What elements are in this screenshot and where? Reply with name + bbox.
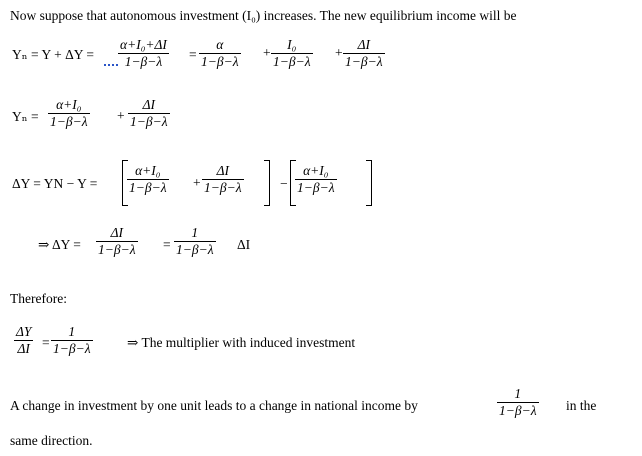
eq1-frac1-num: α+I₀+ΔI bbox=[120, 37, 167, 52]
eq2-frac2-den: 1−β−λ bbox=[130, 113, 168, 129]
eq1-equals: = bbox=[189, 47, 197, 62]
eq4-tail: ΔI bbox=[237, 237, 251, 252]
eq3-bracket-close-2 bbox=[366, 160, 372, 206]
eq2-plus: + bbox=[117, 108, 125, 123]
eq1-lhs: Yₙ = Y + ΔY = bbox=[12, 47, 94, 62]
eq2-frac1-num: α+I₀ bbox=[56, 97, 82, 112]
eq4-lhs: ⇒ ΔY = bbox=[38, 237, 81, 252]
eq4-frac2-num: 1 bbox=[191, 225, 199, 240]
eq1-fraction-1 bbox=[118, 37, 169, 69]
eq3-frac2-num: ΔI bbox=[216, 163, 229, 178]
eq3-fraction-3 bbox=[295, 163, 337, 195]
eq1-frac4-den: 1−β−λ bbox=[345, 53, 383, 69]
eq5-fraction-2 bbox=[51, 324, 93, 356]
eq3-fraction-1 bbox=[127, 163, 169, 195]
eq2-fraction-1 bbox=[48, 97, 90, 129]
eq3-bracket-close-1 bbox=[264, 160, 270, 206]
eq4-fraction-1 bbox=[96, 225, 138, 257]
eq1-fraction-3 bbox=[271, 37, 313, 69]
conclusion-line-2: same direction. bbox=[10, 433, 93, 448]
eq1-frac3-den: 1−β−λ bbox=[273, 53, 311, 69]
eq4-equals: = bbox=[163, 237, 171, 252]
eq5-note: ⇒ The multiplier with induced investment bbox=[127, 335, 356, 350]
eq1-frac3-num: I₀ bbox=[287, 37, 297, 52]
eq3-minus: − bbox=[280, 176, 288, 191]
eq2-frac1-den: 1−β−λ bbox=[50, 113, 88, 129]
eq2-fraction-2 bbox=[128, 97, 170, 129]
eq4-frac2-den: 1−β−λ bbox=[176, 241, 214, 257]
eq1-fraction-4 bbox=[343, 37, 385, 69]
eq3-frac3-num: α+I₀ bbox=[303, 163, 329, 178]
conclusion-frac-num: 1 bbox=[514, 386, 522, 401]
conclusion-text: A change in investment by one unit leads to a change in national income by bbox=[10, 398, 418, 413]
eq3-frac2-den: 1−β−λ bbox=[204, 179, 242, 195]
eq3-frac1-den: 1−β−λ bbox=[129, 179, 167, 195]
eq4-fraction-2 bbox=[174, 225, 216, 257]
eq4-frac1-num: ΔI bbox=[110, 225, 123, 240]
eq1-plus-2: + bbox=[335, 45, 343, 60]
conclusion-fraction bbox=[497, 386, 539, 418]
eq1-frac1-den: 1−β−λ bbox=[118, 53, 169, 70]
eq2-lhs: Yₙ = bbox=[12, 109, 39, 124]
eq4-frac1-den: 1−β−λ bbox=[98, 241, 136, 257]
conclusion-frac-den: 1−β−λ bbox=[499, 402, 537, 418]
eq3-plus: + bbox=[193, 175, 201, 190]
eq3-fraction-2 bbox=[202, 163, 244, 195]
eq5-equals: = bbox=[42, 335, 50, 350]
eq2-frac2-num: ΔI bbox=[142, 97, 155, 112]
eq5-fraction-1 bbox=[14, 324, 33, 356]
conclusion-tail: in the bbox=[566, 398, 597, 413]
eq1-plus-1: + bbox=[263, 45, 271, 60]
eq1-frac4-num: ΔI bbox=[357, 37, 370, 52]
intro-text: Now suppose that autonomous investment (I₀) increases. The new equilibrium income will be bbox=[10, 8, 517, 23]
eq1-fraction-2 bbox=[199, 37, 241, 69]
eq1-frac2-den: 1−β−λ bbox=[201, 53, 239, 69]
therefore-label: Therefore: bbox=[10, 291, 67, 306]
eq3-frac1-num: α+I₀ bbox=[135, 163, 161, 178]
eq5-frac1-den: ΔI bbox=[14, 340, 33, 357]
eq5-frac1-num: ΔY bbox=[16, 324, 32, 339]
eq5-frac2-den: 1−β−λ bbox=[53, 340, 91, 356]
eq1-frac2-num: α bbox=[216, 37, 224, 52]
eq5-frac2-num: 1 bbox=[68, 324, 76, 339]
eq3-frac3-den: 1−β−λ bbox=[297, 179, 335, 195]
eq3-lhs: ΔY = YN − Y = bbox=[12, 176, 98, 191]
